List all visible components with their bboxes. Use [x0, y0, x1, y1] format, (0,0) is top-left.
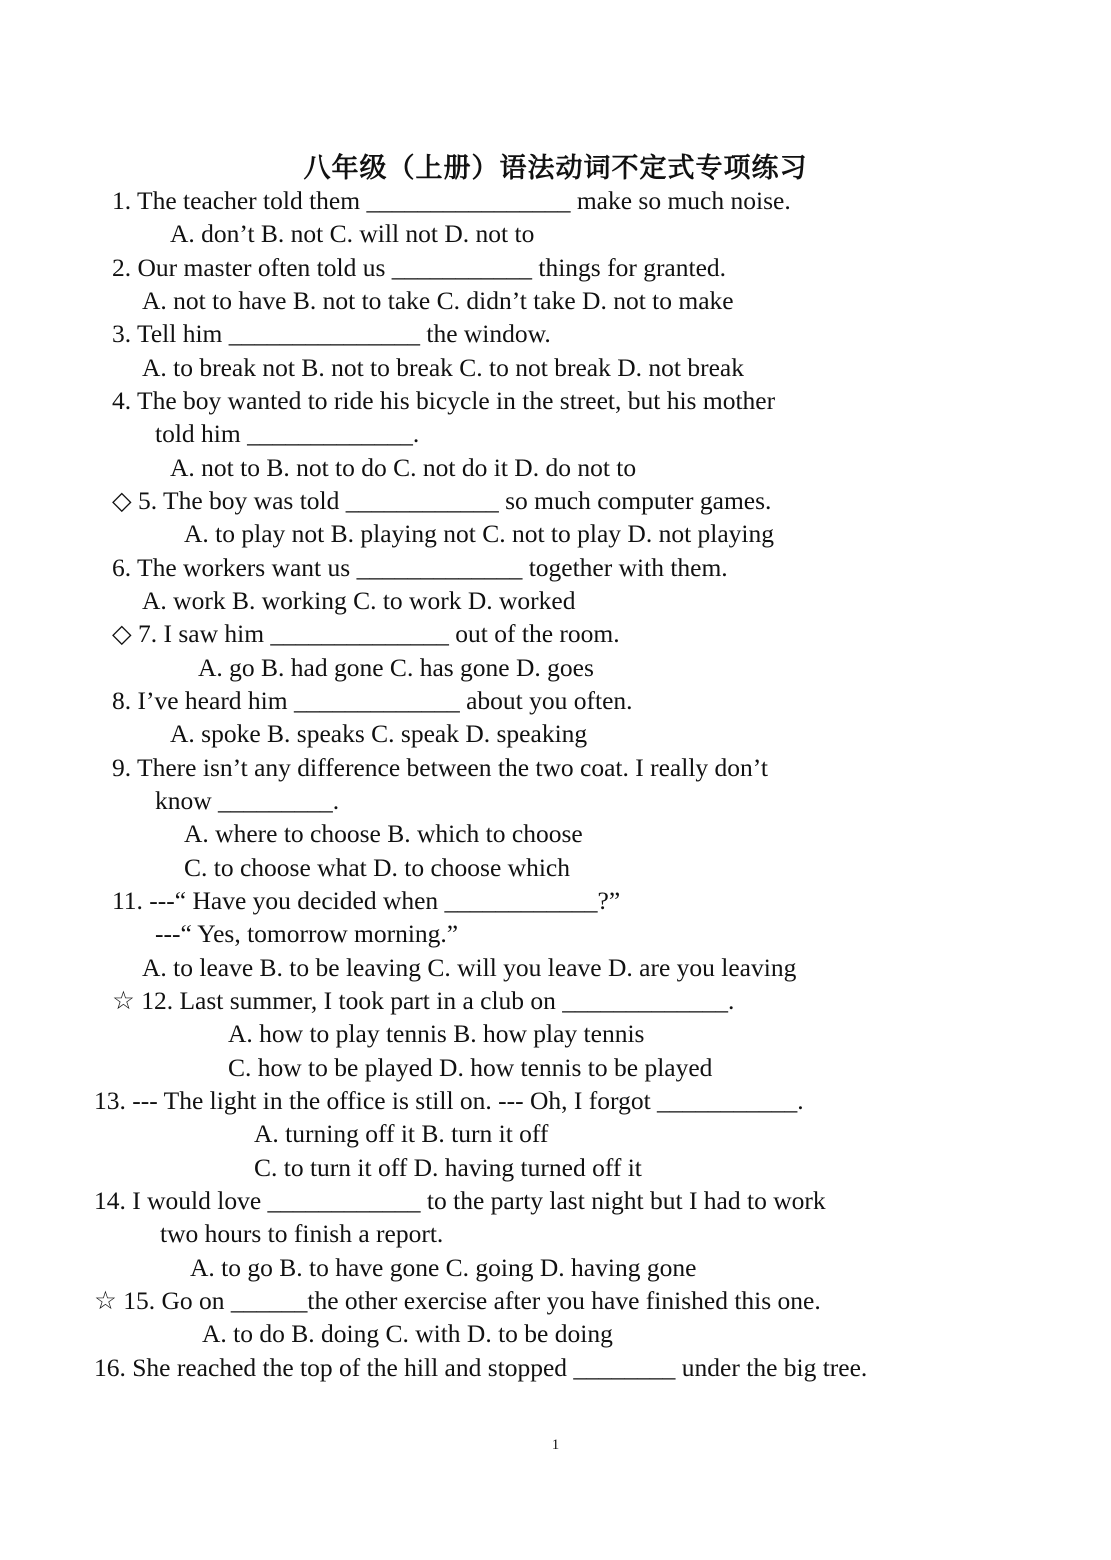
- text-line: two hours to finish a report.: [160, 1219, 444, 1248]
- text-line: 8. I’ve heard him _____________ about you often.: [112, 686, 633, 715]
- text-line: 4. The boy wanted to ride his bicycle in the street, but his mother: [112, 386, 776, 415]
- text-line: told him _____________.: [155, 419, 420, 448]
- text-line: ☆ 15. Go on ______the other exercise after you have finished this one.: [94, 1286, 821, 1315]
- text-line: A. go B. had gone C. has gone D. goes: [198, 653, 594, 682]
- text-line: A. not to B. not to do C. not do it D. do not to: [170, 453, 637, 482]
- text-line: ◇ 7. I saw him ______________ out of the room.: [112, 619, 620, 648]
- text-line: A. don’t B. not C. will not D. not to: [170, 219, 535, 248]
- text-line: 9. There isn’t any difference between the two coat. I really don’t: [112, 753, 768, 782]
- text-line: A. work B. working C. to work D. worked: [142, 586, 576, 615]
- text-line: C. to turn it off D. having turned off it: [254, 1153, 642, 1182]
- text-line: 2. Our master often told us ___________ things for granted.: [112, 253, 727, 282]
- text-line: A. how to play tennis B. how play tennis: [228, 1019, 645, 1048]
- text-line: 1. The teacher told them ________________ make so much noise.: [112, 186, 791, 215]
- text-line: A. to break not B. not to break C. to not break D. not break: [142, 353, 744, 382]
- text-line: A. to play not B. playing not C. not to play D. not playing: [184, 519, 775, 548]
- text-line: C. how to be played D. how tennis to be played: [228, 1053, 713, 1082]
- text-line: ---“ Yes, tomorrow morning.”: [155, 919, 459, 948]
- text-line: 13. --- The light in the office is still on. --- Oh, I forgot ___________.: [94, 1086, 804, 1115]
- page-number: 1: [551, 1437, 560, 1453]
- text-line: A. where to choose B. which to choose: [184, 819, 583, 848]
- text-line: A. to leave B. to be leaving C. will you leave D. are you leaving: [142, 953, 797, 982]
- text-line: know _________.: [155, 786, 340, 815]
- text-line: 3. Tell him _______________ the window.: [112, 319, 551, 348]
- text-line: A. to do B. doing C. with D. to be doing: [202, 1319, 613, 1348]
- text-line: 6. The workers want us _____________ together with them.: [112, 553, 728, 582]
- text-line: 16. She reached the top of the hill and stopped ________ under the big tree.: [94, 1353, 868, 1382]
- text-line: 11. ---“ Have you decided when ____________?”: [112, 886, 621, 915]
- text-line: 14. I would love ____________ to the party last night but I had to work: [94, 1186, 826, 1215]
- text-line: A. not to have B. not to take C. didn’t take D. not to make: [142, 286, 734, 315]
- text-line: ◇ 5. The boy was told ____________ so much computer games.: [112, 486, 772, 515]
- text-line: ☆ 12. Last summer, I took part in a club on _____________.: [112, 986, 735, 1015]
- text-line: A. to go B. to have gone C. going D. having gone: [190, 1253, 697, 1282]
- page-title: 八年级（上册）语法动词不定式专项练习: [303, 153, 808, 183]
- text-line: C. to choose what D. to choose which: [184, 853, 570, 882]
- text-line: A. turning off it B. turn it off: [254, 1119, 549, 1148]
- text-line: A. spoke B. speaks C. speak D. speaking: [170, 719, 588, 748]
